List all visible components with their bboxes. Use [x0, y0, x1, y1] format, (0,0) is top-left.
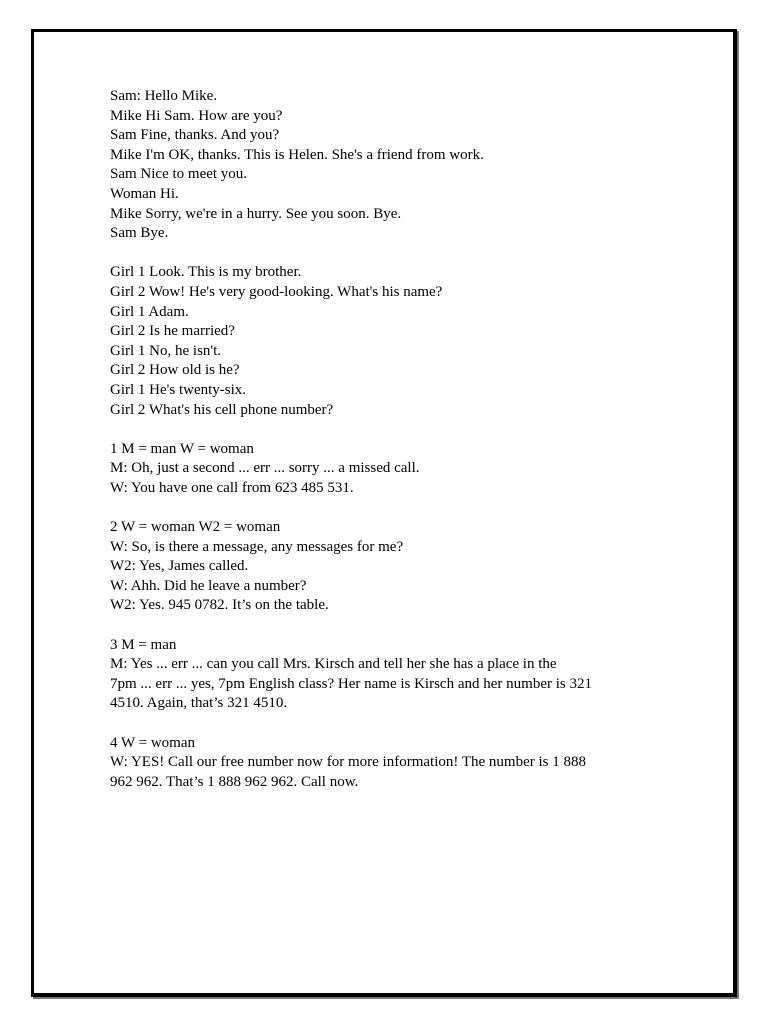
text-line: 3 M = man — [110, 636, 177, 653]
text-line: Sam Fine, thanks. And you? — [110, 127, 280, 144]
text-line: 7pm ... err ... yes, 7pm English class? Her name is Kirsch and her number is 321 — [110, 675, 592, 692]
text-line: 2 W = woman W2 = woman — [110, 519, 281, 536]
dialogue-greeting — [110, 87, 670, 244]
dialogue-2 — [110, 518, 670, 616]
text-line: W2: Yes. 945 0782. It’s on the table. — [110, 597, 329, 614]
text-line: Mike I'm OK, thanks. This is Helen. She's a friend from work. — [110, 146, 484, 163]
text-line: Sam Nice to meet you. — [110, 166, 248, 183]
dialogue-4 — [110, 734, 670, 793]
text-line: Girl 2 What's his cell phone number? — [110, 401, 334, 418]
text-line: W: You have one call from 623 485 531. — [110, 479, 354, 496]
text-line: Girl 2 Is he married? — [110, 323, 235, 340]
text-line: Sam Bye. — [110, 225, 169, 242]
text-line: Girl 1 Adam. — [110, 303, 189, 320]
text-line: Girl 1 He's twenty-six. — [110, 381, 247, 398]
text-line: Mike Hi Sam. How are you? — [110, 107, 283, 124]
text-line: M: Yes ... err ... can you call Mrs. Kirsch and tell her she has a place in the — [110, 656, 557, 673]
dialogue-1 — [110, 440, 670, 499]
text-line: Woman Hi. — [110, 185, 179, 202]
text-line: Girl 2 Wow! He's very good-looking. What's his name? — [110, 283, 443, 300]
text-line: 1 M = man W = woman — [110, 440, 254, 457]
text-line: Girl 1 No, he isn't. — [110, 342, 222, 359]
text-line: M: Oh, just a second ... err ... sorry ... a missed call. — [110, 460, 420, 477]
dialogue-brother — [110, 263, 670, 420]
text-line: Girl 1 Look. This is my brother. — [110, 264, 302, 281]
text-line: 962 962. That’s 1 888 962 962. Call now. — [110, 773, 359, 790]
transcript-body — [110, 87, 670, 812]
text-line: Sam: Hello Mike. — [110, 88, 218, 104]
text-line: W: Ahh. Did he leave a number? — [110, 577, 307, 594]
text-line: W2: Yes, James called. — [110, 558, 249, 575]
text-line: 4 W = woman — [110, 734, 195, 751]
dialogue-3 — [110, 636, 670, 714]
document-page — [31, 29, 737, 997]
text-line: Mike Sorry, we're in a hurry. See you soon. Bye. — [110, 205, 402, 222]
text-line: W: So, is there a message, any messages for me? — [110, 538, 404, 555]
text-line: Girl 2 How old is he? — [110, 362, 240, 379]
text-line: 4510. Again, that’s 321 4510. — [110, 695, 288, 712]
text-line: W: YES! Call our free number now for more information! The number is 1 888 — [110, 754, 586, 771]
